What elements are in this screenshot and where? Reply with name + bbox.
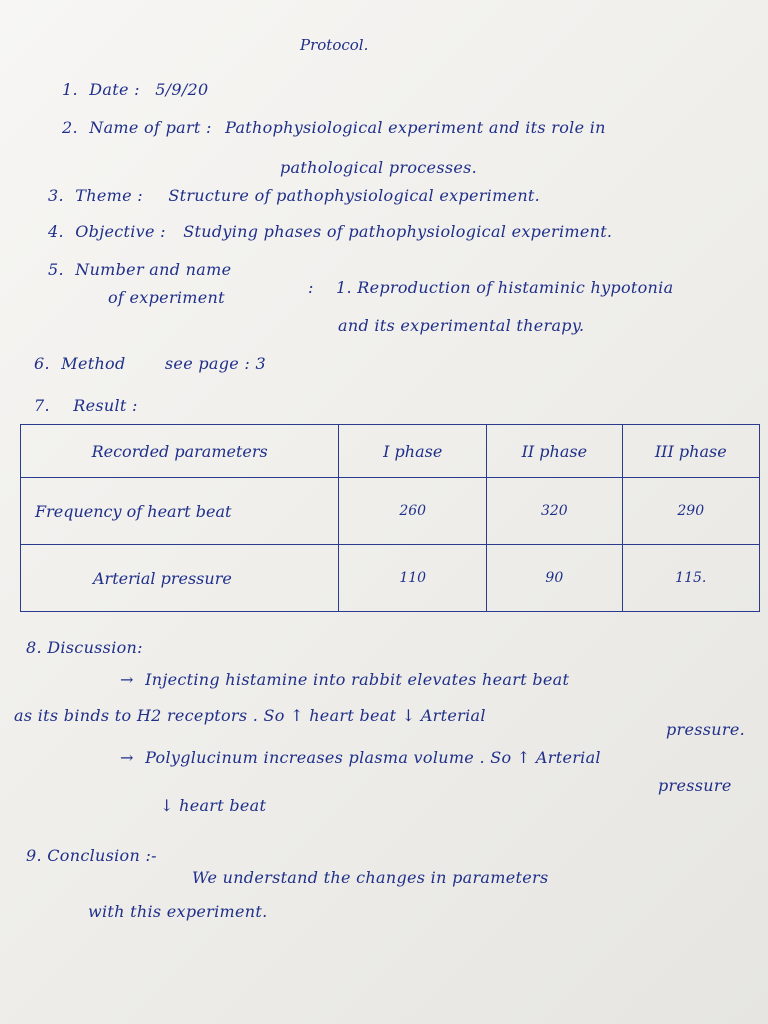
item-objective	[48, 222, 612, 241]
name-of-part-label: Name of part :	[89, 118, 212, 137]
arrow-right-icon: →	[120, 748, 134, 767]
theme-value: Structure of pathophysiological experiment.	[168, 186, 541, 205]
theme-number: 3.	[48, 186, 64, 205]
item-date	[62, 80, 209, 99]
result-number: 7.	[34, 396, 50, 415]
name-of-part-value-line2: pathological processes.	[280, 158, 478, 177]
table-value-cell: 290	[622, 478, 759, 545]
arrow-right-icon: →	[120, 670, 134, 689]
discussion-point-2-line2: pressure	[658, 776, 732, 795]
date-number: 1.	[62, 80, 78, 99]
table-value-cell: 90	[487, 545, 622, 612]
objective-value: Studying phases of pathophysiological experiment.	[183, 222, 613, 241]
experiment-value-line2: and its experimental therapy.	[338, 316, 585, 335]
objective-number: 4.	[48, 222, 64, 241]
table-row	[21, 545, 760, 612]
item-name-of-part	[62, 118, 606, 137]
discussion-point-2-line1	[120, 748, 601, 767]
discussion-point-1-line1	[120, 670, 569, 689]
date-label: Date :	[89, 80, 140, 99]
table-header-row	[21, 425, 760, 478]
name-of-part-value: Pathophysiological experiment and its role in	[225, 118, 606, 137]
table-header-cell: Recorded parameters	[21, 425, 339, 478]
date-value: 5/9/20	[155, 80, 209, 99]
discussion-point-2-line3: ↓ heart beat	[160, 796, 267, 815]
discussion-point-1-text: Injecting histamine into rabbit elevates heart beat	[145, 670, 570, 689]
page-title: Protocol.	[300, 36, 369, 54]
experiment-colon: :	[308, 278, 314, 297]
discussion-heading: 8. Discussion:	[26, 638, 143, 657]
discussion-point-2-text: Polyglucinum increases plasma volume . So ↑ Arterial	[145, 748, 601, 767]
table-header-cell: III phase	[622, 425, 759, 478]
item-method	[34, 354, 266, 373]
experiment-label-line1: Number and name	[75, 260, 232, 279]
table-value-cell: 110	[339, 545, 487, 612]
discussion-point-1-line2: as its binds to H2 receptors . So ↑ heart beat ↓ Arterial	[14, 706, 486, 725]
table-param-cell: Frequency of heart beat	[21, 478, 339, 545]
method-label: Method	[61, 354, 126, 373]
table-row	[21, 478, 760, 545]
experiment-label-line2: of experiment	[108, 288, 225, 307]
table-header-cell: II phase	[487, 425, 622, 478]
result-label: Result :	[73, 396, 138, 415]
theme-label: Theme :	[75, 186, 143, 205]
experiment-number: 5.	[48, 260, 64, 279]
method-number: 6.	[34, 354, 50, 373]
discussion-point-1-line3: pressure.	[666, 720, 745, 739]
item-result	[34, 396, 138, 415]
method-value: see page : 3	[164, 354, 266, 373]
table-value-cell: 260	[339, 478, 487, 545]
table-header-cell: I phase	[339, 425, 487, 478]
table-value-cell: 320	[487, 478, 622, 545]
item-experiment	[48, 260, 231, 279]
result-table	[20, 424, 760, 612]
conclusion-line2: with this experiment.	[88, 902, 268, 921]
item-theme	[48, 186, 540, 205]
name-of-part-number: 2.	[62, 118, 78, 137]
conclusion-line1: We understand the changes in parameters	[192, 868, 549, 887]
table-value-cell: 115.	[622, 545, 759, 612]
objective-label: Objective :	[75, 222, 166, 241]
conclusion-heading: 9. Conclusion :-	[26, 846, 157, 865]
table-param-cell: Arterial pressure	[21, 545, 339, 612]
experiment-value-line1: 1. Reproduction of histaminic hypotonia	[336, 278, 674, 297]
